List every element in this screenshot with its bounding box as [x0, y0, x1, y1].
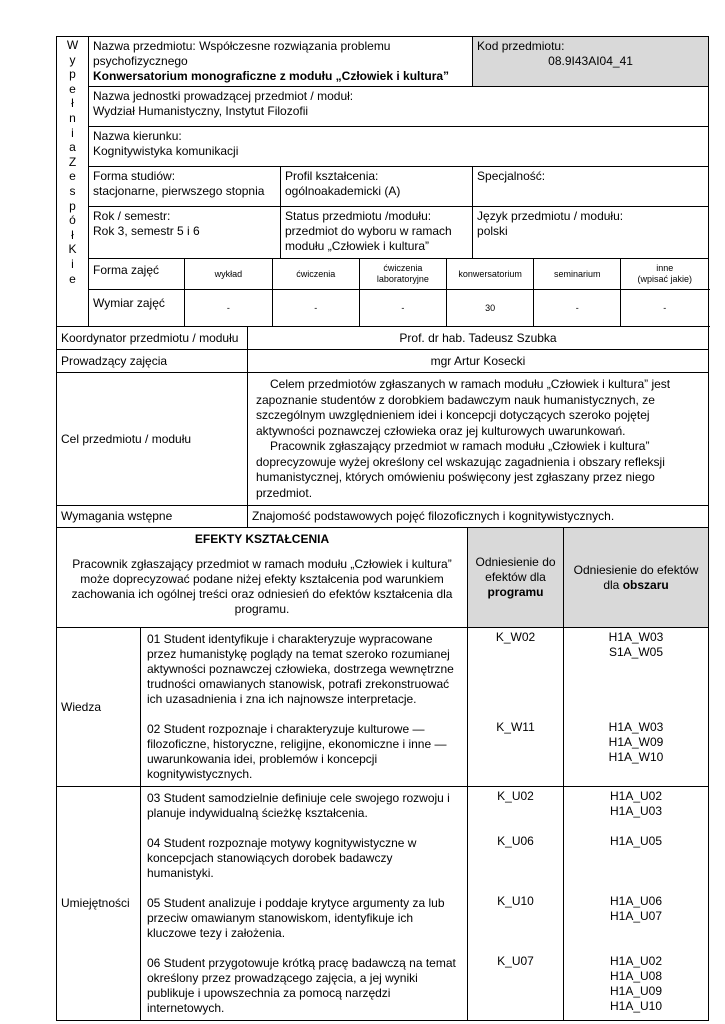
effect-cell: [141, 787, 468, 1021]
coordinator-value: Prof. dr hab. Tadeusz Szubka: [248, 327, 709, 350]
side-letter: p: [69, 198, 76, 213]
class-type-2: ćwiczenia laboratoryjne: [359, 259, 446, 289]
class-type-4: seminarium: [534, 259, 621, 289]
unit-cell: [89, 87, 709, 127]
program-item: K_U10: [497, 894, 534, 908]
side-letter: ó: [69, 213, 76, 228]
study-form-label: Forma studiów:: [93, 169, 176, 183]
course-code-cell: [473, 37, 709, 87]
side-letter: y: [69, 52, 76, 67]
class-hours-1: -: [272, 290, 359, 326]
year-value: Rok 3, semestr 5 i 6: [93, 224, 200, 238]
goal-paragraph: Pracownik zgłaszający przedmiot w ramach modułu „Człowiek i kultura” doprecyzowuje wyżej określony cel wskazując zagadnienia i obszary refleksji humanistycznej, których omówieniu poświęcony jest zgłaszany przez niego przedmiot.: [256, 439, 665, 500]
area-item: H1A_W03 H1A_W09 H1A_W10: [608, 720, 664, 764]
course-code-value: 08.9I43AI04_41: [548, 54, 633, 68]
area-item: H1A_U02 H1A_U03: [610, 789, 663, 818]
side-letter: a: [69, 140, 76, 155]
specialty-label: Specjalność:: [477, 169, 546, 183]
class-hours-0: -: [185, 290, 272, 326]
coordinator-label: Koordynator przedmiotu / modułu: [57, 327, 248, 350]
side-letter: e: [69, 271, 76, 286]
class-form-label: Forma zajęć: [89, 259, 185, 290]
effect-item: 01 Student identyfikuje i charakteryzuje wypracowane przez humanistykę poglądy na temat szeroko rozumianej aktywności poznawczej człowieka, dostrzega wewnętrzne trudności omawianych stanowisk, potrafi zrekonstruować ich uzasadnienia i zna ich najnowsze interpretacje.: [147, 632, 454, 706]
effects-title: EFEKTY KSZTAŁCENIA: [194, 532, 330, 546]
program-header-a: Odniesienie do efektów dla: [475, 555, 556, 584]
class-types-table: [185, 259, 708, 289]
side-letter: n: [69, 110, 76, 125]
study-form-value: stacjonarne, pierwszego stopnia: [93, 184, 265, 198]
effect-item: 04 Student rozpoznaje motywy kognitywistyczne w koncepcjach stanowiących dorobek badawczy humanistyki.: [147, 836, 417, 880]
class-types-wrap: [185, 259, 709, 290]
year-cell: [89, 207, 281, 259]
effect-group-label: Wiedza: [57, 628, 141, 787]
course-name-cell: [89, 37, 473, 87]
effect-item: 02 Student rozpoznaje i charakteryzuje kulturowe — filozoficzne, historyczne, religijne, ekonomiczne i inne — uwarunkowania idei, problemów i koncepcji kognitywistycznych.: [147, 722, 447, 781]
details-table: [56, 326, 709, 528]
unit-value: Wydział Humanistyczny, Instytut Filozofii: [93, 104, 309, 118]
requirements-value: Znajomość podstawowych pojęć filozoficznych i kognitywistycznych.: [248, 506, 709, 528]
course-code-label: Kod przedmiotu:: [477, 39, 565, 53]
class-hours-2: -: [359, 290, 446, 326]
status-cell: [281, 207, 473, 259]
side-letter: K: [68, 242, 77, 257]
class-type-3: konwersatorium: [447, 259, 534, 289]
study-form-cell: [89, 167, 281, 207]
program-item: K_U06: [497, 834, 534, 848]
lecturer-label: Prowadzący zajęcia: [57, 350, 248, 373]
profile-cell: [281, 167, 473, 207]
goal-paragraph: Celem przedmiotów zgłaszanych w ramach modułu „Człowiek i kultura” jest zapoznanie studentów z dorobkiem badawczym nauk humanistycznych, ze szczególnym uwzględnieniem idei i koncepcji dotyczących szeroko pojętej aktywności poznawczej człowieka oraz jej kulturowych uwarunkowań.: [256, 377, 671, 438]
language-value: polski: [477, 224, 508, 238]
side-letter: e: [69, 169, 76, 184]
effect-cell: [141, 628, 468, 787]
program-header-b: programu: [487, 585, 544, 599]
side-letter: i: [71, 125, 74, 140]
status-value: przedmiot do wyboru w ramach modułu „Człowiek i kultura”: [285, 224, 452, 253]
area-cell: [564, 787, 709, 1021]
program-item: K_W02: [495, 630, 536, 644]
direction-label: Nazwa kierunku:: [93, 129, 182, 143]
profile-value: ogólnoakademicki (A): [285, 184, 401, 198]
class-hours-3: 30: [447, 290, 534, 326]
effect-item: 05 Student analizuje i poddaje krytyce argumenty za lub przeciw omawianym stanowiskom, identyfikuje ich kluczowe tezy i założenia.: [147, 896, 445, 940]
year-label: Rok / semestr:: [93, 209, 171, 223]
class-hours-4: -: [534, 290, 621, 326]
area-item: H1A_W03 S1A_W05: [608, 630, 664, 659]
side-letter: ł: [71, 96, 74, 111]
direction-value: Kognitywistyka komunikacji: [93, 144, 239, 158]
effect-item: 06 Student przygotowuje krótką pracę badawczą na temat określony przez prowadzącego zajęcia, a jej wyniki publikuje i upowszechnia za pomocą narzędzi internetowych.: [147, 956, 456, 1015]
side-letter: W: [66, 38, 79, 52]
area-header: [564, 528, 709, 628]
syllabus-page: [56, 36, 708, 1021]
class-hours-label: Wymiar zajęć: [89, 290, 185, 327]
language-label: Język przedmiotu / modułu:: [477, 209, 624, 223]
effect-item: 03 Student samodzielnie definiuje cele swojego rozwoju i planuje indywidualną ścieżkę kształcenia.: [147, 791, 450, 820]
class-type-5: inne (wpisać jakie): [621, 259, 708, 289]
class-hours-5: -: [621, 290, 708, 326]
program-cell: [468, 787, 564, 1021]
class-hours-wrap: [185, 290, 709, 327]
requirements-label: Wymagania wstępne: [57, 506, 248, 528]
side-letter: p: [69, 67, 76, 82]
effects-intro: Pracownik zgłaszający przedmiot w ramach modułu „Człowiek i kultura” może doprecyzować podane niżej efekty kształcenia pod warunkiem zachowania ich ogólnej treści oraz odniesień do efektów kształcenia dla programu.: [71, 557, 453, 616]
area-item: H1A_U06 H1A_U07: [610, 894, 663, 923]
profile-label: Profil kształcenia:: [285, 169, 379, 183]
course-name-value: Współczesne rozwiązania problemu psychofizycznego: [93, 39, 391, 68]
goal-label: Cel przedmiotu / modułu: [57, 373, 248, 506]
specialty-cell: [473, 167, 709, 207]
course-module: Konwersatorium monograficzne z modułu „Człowiek i kultura”: [93, 69, 450, 83]
area-header-a: Odniesienie do efektów dla: [573, 562, 699, 592]
course-name-label: Nazwa przedmiotu:: [93, 39, 196, 53]
language-cell: [473, 207, 709, 259]
unit-label: Nazwa jednostki prowadzącej przedmiot / moduł:: [93, 89, 354, 103]
side-letter: ł: [71, 227, 74, 242]
side-letter: Z: [68, 154, 77, 169]
goal-value: [248, 373, 709, 506]
area-cell: [564, 628, 709, 787]
lecturer-value: mgr Artur Kosecki: [248, 350, 709, 373]
effects-header-cell: [57, 528, 468, 628]
program-item: K_U02: [497, 789, 534, 803]
side-letter: e: [69, 81, 76, 96]
class-type-1: ćwiczenia: [272, 259, 359, 289]
program-cell: [468, 628, 564, 787]
area-item: H1A_U02 H1A_U08 H1A_U09 H1A_U10: [610, 954, 663, 1013]
side-label: [57, 37, 89, 327]
class-type-0: wykład: [185, 259, 272, 289]
class-hours-table: [185, 290, 708, 326]
direction-cell: [89, 127, 709, 167]
effects-table: [56, 527, 709, 1021]
side-letter: i: [71, 256, 74, 271]
program-item: K_W11: [496, 720, 535, 734]
area-item: H1A_U05: [610, 834, 663, 848]
course-info-table: [56, 36, 709, 327]
program-item: K_U07: [497, 954, 534, 968]
program-header: [468, 528, 564, 628]
area-header-b: obszaru: [622, 577, 669, 592]
status-label: Status przedmiotu /modułu:: [285, 209, 432, 223]
effect-group-label: Umiejętności: [57, 787, 141, 1021]
side-letter: s: [69, 183, 76, 198]
